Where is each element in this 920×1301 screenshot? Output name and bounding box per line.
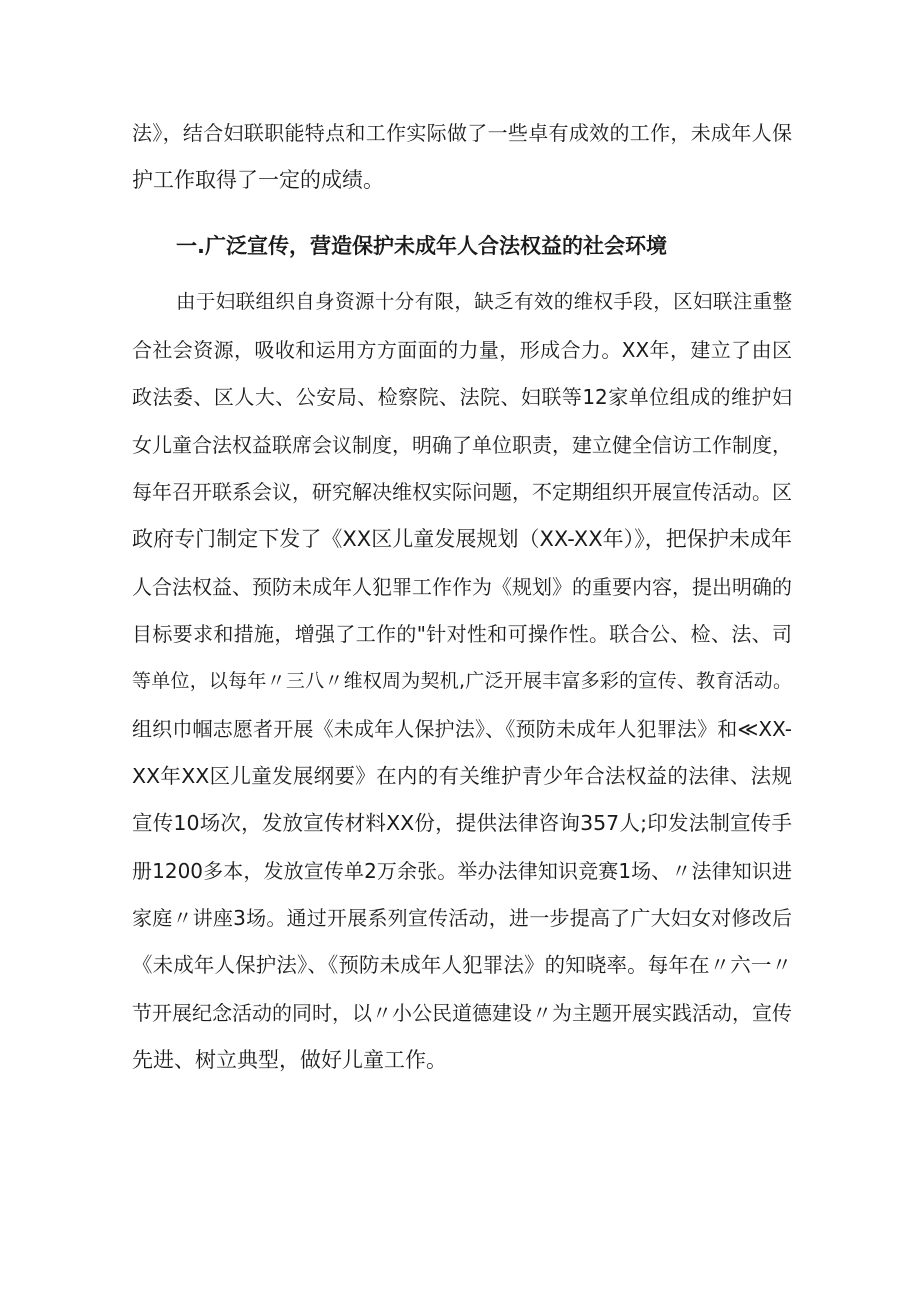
- paragraph-line: 人合法权益、预防未成年人犯罪工作作为《规划》的重要内容，提出明确的: [132, 575, 792, 599]
- section-heading: 一.广泛宣传，营造保护未成年人合法权益的社会环境: [176, 234, 667, 258]
- paragraph-line: 由于妇联组织自身资源十分有限，缺乏有效的维权手段，区妇联注重整: [176, 290, 792, 313]
- paragraph-line: 政府专门制定下发了《XX区儿童发展规划（XX-XX年）》，把保护未成年: [132, 527, 792, 551]
- paragraph-line: 法》，结合妇联职能特点和工作实际做了一些卓有成效的工作，未成年人保: [132, 121, 792, 145]
- paragraph-line: 合社会资源，吸收和运用方方面面的力量，形成合力。XX年，建立了由区: [132, 338, 792, 362]
- paragraph-line: 政法委、区人大、公安局、检察院、法院、妇联等12家单位组成的维护妇: [132, 385, 792, 409]
- paragraph-line: 节开展纪念活动的同时，以〃小公民道德建设〃为主题开展实践活动，宣传: [132, 1001, 792, 1025]
- paragraph-line: XX年XX区儿童发展纲要》在内的有关维护青少年合法权益的法律、法规: [132, 764, 792, 788]
- paragraph-line: 宣传10场次，发放宣传材料XX份，提供法律咨询357人;印发法制宣传手: [132, 811, 792, 835]
- paragraph-line: 目标要求和措施，增强了工作的"针对性和可操作性。联合公、检、法、司: [132, 622, 792, 646]
- paragraph-line: 家庭〃讲座3场。通过开展系列宣传活动，进一步提高了广大妇女对修改后: [132, 906, 792, 930]
- paragraph-line: 先进、树立典型，做好儿童工作。: [132, 1048, 447, 1072]
- paragraph-line: 等单位，以每年〃三八〃维权周为契机,广泛开展丰富多彩的宣传、教育活动。: [132, 670, 792, 692]
- paragraph-line: 《未成年人保护法》、《预防未成年人犯罪法》的知晓率。每年在〃六一〃: [132, 953, 792, 977]
- paragraph-line: 组织巾帼志愿者开展《未成年人保护法》、《预防未成年人犯罪法》和≪XX-: [132, 717, 792, 741]
- paragraph-line: 每年召开联系会议，研究解决维权实际问题，不定期组织开展宣传活动。区: [132, 480, 792, 504]
- paragraph-line: 护工作取得了一定的成绩。: [132, 168, 384, 192]
- paragraph-line: 女儿童合法权益联席会议制度，明确了单位职责，建立健全信访工作制度，: [132, 433, 792, 457]
- paragraph-line: 册1200多本，发放宣传单2万余张。举办法律知识竞赛1场、〃法律知识进: [132, 859, 792, 883]
